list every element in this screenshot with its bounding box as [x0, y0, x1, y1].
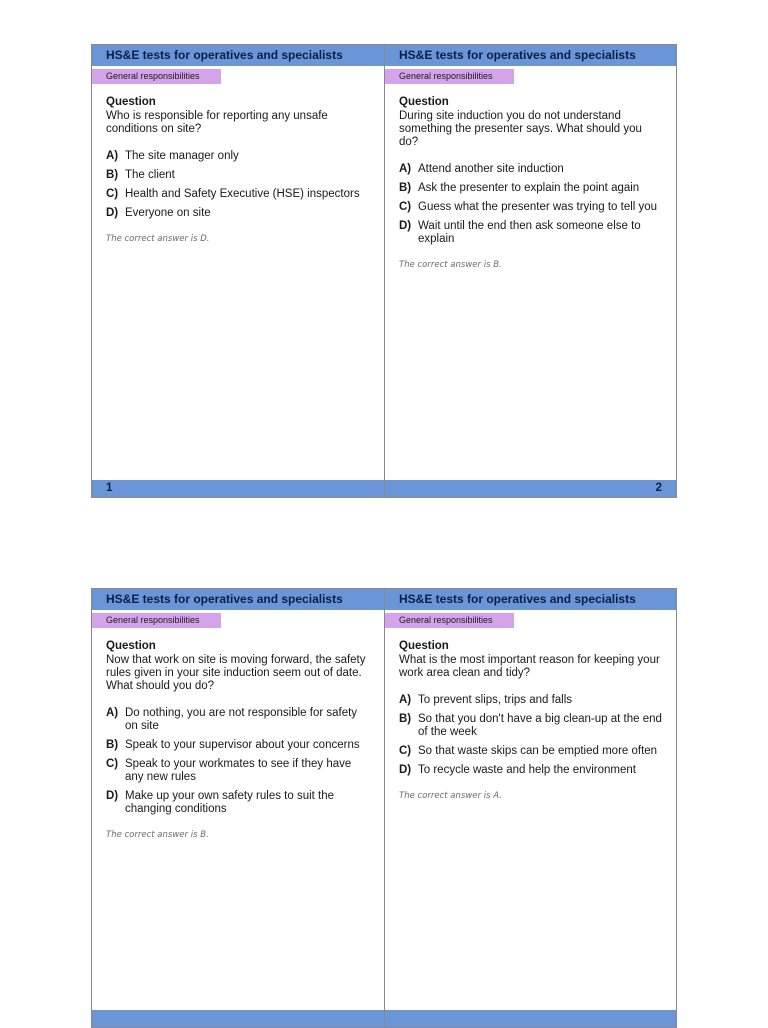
- card-body: [92, 84, 384, 244]
- option-letter: B): [399, 713, 412, 725]
- card-header-title: HS&E tests for operatives and specialists: [385, 589, 676, 610]
- option-letter: D): [399, 220, 412, 232]
- option-a: [399, 694, 662, 707]
- question-text: Who is responsible for reporting any unsafe conditions on site?: [106, 110, 328, 135]
- question-card-1: [92, 45, 384, 497]
- question-label: Question: [399, 640, 449, 652]
- option-c: [399, 745, 662, 758]
- question-label: Question: [106, 96, 156, 108]
- page-number: 2: [385, 480, 676, 497]
- option-letter: B): [399, 182, 412, 194]
- card-header-title: HS&E tests for operatives and specialists: [92, 45, 384, 66]
- page-number: 1: [92, 480, 384, 497]
- option-letter: D): [399, 764, 412, 776]
- option-text: Make up your own safety rules to suit the changing conditions: [125, 790, 335, 815]
- question-label: Question: [106, 640, 156, 652]
- option-d: [399, 764, 662, 777]
- correct-answer-note: The correct answer is D.: [106, 234, 210, 244]
- option-letter: A): [106, 707, 119, 719]
- question-text: What is the most important reason for keeping your work area clean and tidy?: [399, 654, 660, 679]
- card-header-title: HS&E tests for operatives and specialists: [385, 45, 676, 66]
- option-b: [399, 713, 662, 739]
- option-letter: A): [106, 150, 119, 162]
- option-text: Do nothing, you are not responsible for safety on site: [125, 707, 358, 732]
- option-text: To prevent slips, trips and falls: [418, 694, 573, 706]
- option-letter: C): [106, 188, 119, 200]
- card-sheet-bottom: [91, 588, 677, 1028]
- option-text: Health and Safety Executive (HSE) inspectors: [125, 188, 360, 200]
- option-letter: D): [106, 790, 119, 802]
- option-text: To recycle waste and help the environment: [418, 764, 636, 776]
- option-b: [399, 182, 662, 195]
- option-letter: C): [399, 201, 412, 213]
- option-c: [399, 201, 662, 214]
- option-text: Speak to your workmates to see if they have any new rules: [125, 758, 352, 783]
- option-text: Wait until the end then ask someone else to explain: [418, 220, 641, 245]
- card-footer-bar: [92, 1010, 384, 1027]
- option-text: Attend another site induction: [418, 163, 564, 175]
- option-c: [106, 188, 370, 201]
- option-letter: A): [399, 694, 412, 706]
- option-b: [106, 739, 370, 752]
- card-body: [92, 628, 384, 840]
- option-letter: B): [106, 739, 119, 751]
- option-letter: C): [106, 758, 119, 770]
- option-text: So that you don't have a big clean-up at the end of the week: [418, 713, 662, 738]
- option-text: The site manager only: [125, 150, 239, 162]
- correct-answer-note: The correct answer is B.: [399, 260, 502, 270]
- category-tag: General responsibilities: [385, 69, 514, 84]
- option-d: [106, 207, 370, 220]
- answer-options: [106, 150, 370, 220]
- option-text: The client: [125, 169, 175, 181]
- option-letter: B): [106, 169, 119, 181]
- card-header-title: HS&E tests for operatives and specialists: [92, 589, 384, 610]
- option-d: [399, 220, 662, 246]
- correct-answer-note: The correct answer is B.: [106, 830, 209, 840]
- option-text: So that waste skips can be emptied more often: [418, 745, 658, 757]
- option-b: [106, 169, 370, 182]
- answer-options: [106, 707, 370, 816]
- category-tag: General responsibilities: [92, 69, 221, 84]
- card-sheet-top: [91, 44, 677, 498]
- option-a: [106, 707, 370, 733]
- option-d: [106, 790, 370, 816]
- option-a: [106, 150, 370, 163]
- question-text: During site induction you do not understand something the presenter says. What should you do?: [399, 110, 642, 148]
- card-footer-bar: [385, 1010, 676, 1027]
- question-text: Now that work on site is moving forward, the safety rules given in your site induction seem out of date. What should you do?: [106, 654, 366, 692]
- option-text: Speak to your supervisor about your concerns: [125, 739, 360, 751]
- option-text: Guess what the presenter was trying to tell you: [418, 201, 658, 213]
- option-letter: A): [399, 163, 412, 175]
- option-letter: D): [106, 207, 119, 219]
- question-label: Question: [399, 96, 449, 108]
- option-text: Ask the presenter to explain the point again: [418, 182, 640, 194]
- option-a: [399, 163, 662, 176]
- card-body: [385, 628, 676, 801]
- option-c: [106, 758, 370, 784]
- correct-answer-note: The correct answer is A.: [399, 791, 502, 801]
- question-card-3: [92, 589, 384, 1027]
- card-body: [385, 84, 676, 270]
- category-tag: General responsibilities: [385, 613, 514, 628]
- option-letter: C): [399, 745, 412, 757]
- category-tag: General responsibilities: [92, 613, 221, 628]
- option-text: Everyone on site: [125, 207, 211, 219]
- question-card-4: [384, 589, 676, 1027]
- question-card-2: [384, 45, 676, 497]
- answer-options: [399, 694, 662, 777]
- answer-options: [399, 163, 662, 246]
